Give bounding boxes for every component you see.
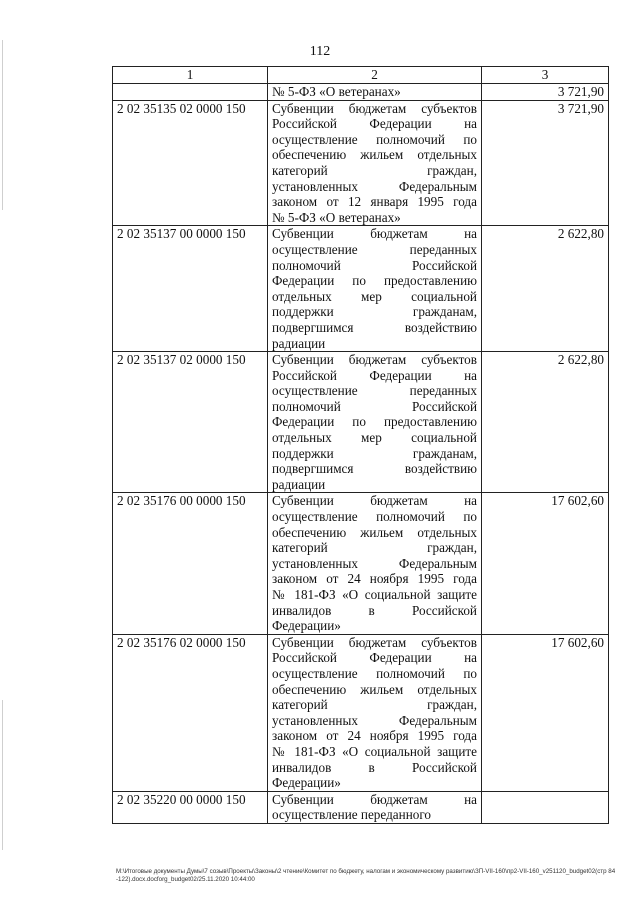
description-line: инвалидов в Российской bbox=[272, 759, 477, 775]
description-cell bbox=[268, 791, 482, 823]
description-line: подвергшимся воздействию bbox=[272, 319, 477, 335]
budget-code-cell bbox=[113, 84, 268, 101]
description-line: законом от 24 ноября 1995 года bbox=[272, 728, 477, 744]
description-line: установленных Федеральным bbox=[272, 712, 477, 728]
budget-table bbox=[112, 66, 609, 824]
description-line: обеспечению жильем отдельных bbox=[272, 681, 477, 697]
description-line: обеспечению жильем отдельных bbox=[272, 147, 477, 163]
description-line: осуществление переданного bbox=[272, 807, 432, 823]
description-line: осуществление переданных bbox=[272, 383, 477, 399]
description-cell bbox=[268, 84, 482, 101]
description-line: категорий граждан, bbox=[272, 697, 477, 713]
amount-cell bbox=[482, 791, 609, 823]
table-row bbox=[113, 493, 609, 634]
description-line: отдельных мер социальной bbox=[272, 288, 477, 304]
description-line: установленных Федеральным bbox=[272, 178, 477, 194]
amount-cell: 2 622,80 bbox=[482, 352, 609, 493]
description-cell bbox=[268, 100, 482, 226]
description-line: поддержки гражданам, bbox=[272, 304, 477, 320]
column-header-3: 3 bbox=[482, 67, 609, 84]
budget-code-cell: 2 02 35135 02 0000 150 bbox=[113, 100, 268, 226]
description-line: осуществление полномочий по bbox=[272, 509, 477, 525]
description-line: радиации bbox=[272, 335, 326, 351]
column-header-1: 1 bbox=[113, 67, 268, 84]
description-line: № 5-ФЗ «О ветеранах» bbox=[272, 209, 401, 225]
table-row bbox=[113, 84, 609, 101]
table-row bbox=[113, 100, 609, 226]
amount-cell: 3 721,90 bbox=[482, 100, 609, 226]
table-row bbox=[113, 352, 609, 493]
description-line: обеспечению жильем отдельных bbox=[272, 524, 477, 540]
table-row bbox=[113, 634, 609, 791]
page-number: 112 bbox=[309, 44, 331, 59]
description-line: Субвенции бюджетам на bbox=[272, 226, 477, 242]
description-line: Федерации по предоставлению bbox=[272, 273, 477, 289]
file-path-footer: M:\Итоговые документы Думы\7 созыв\Проекты\Законы\2 чтение\Комитет по бюджету, налогам и экономическому развитию\ЗП-VII-160\пр2-VII-160_v251120_budget02(стр 84-122).docx.docforg_budget02/25.11.2020 10:44:00 bbox=[116, 868, 616, 883]
description-line: № 181-ФЗ «О социальной защите bbox=[272, 587, 477, 602]
description-line: категорий граждан, bbox=[272, 540, 477, 556]
budget-code-cell: 2 02 35176 02 0000 150 bbox=[113, 634, 268, 791]
budget-code-cell: 2 02 35220 00 0000 150 bbox=[113, 791, 268, 823]
amount-cell: 17 602,60 bbox=[482, 493, 609, 634]
description-line: № 5-ФЗ «О ветеранах» bbox=[272, 84, 401, 99]
description-line: Российской Федерации на bbox=[272, 650, 477, 666]
description-line: Федерации» bbox=[272, 618, 341, 634]
description-line: Субвенции бюджетам на bbox=[272, 791, 477, 807]
description-line: радиации bbox=[272, 476, 326, 492]
description-line: осуществление полномочий по bbox=[272, 665, 477, 681]
amount-cell: 3 721,90 bbox=[482, 84, 609, 101]
left-margin-mark bbox=[2, 700, 3, 850]
left-margin-mark bbox=[2, 40, 3, 210]
description-cell bbox=[268, 226, 482, 352]
description-line: осуществление полномочий по bbox=[272, 131, 477, 147]
description-line: Субвенции бюджетам субъектов bbox=[272, 100, 477, 116]
budget-code-cell: 2 02 35137 02 0000 150 bbox=[113, 352, 268, 493]
description-line: категорий граждан, bbox=[272, 162, 477, 178]
description-line: полномочий Российской bbox=[272, 398, 477, 414]
description-line: Российской Федерации на bbox=[272, 116, 477, 132]
table-row bbox=[113, 791, 609, 823]
description-cell bbox=[268, 493, 482, 634]
column-header-2: 2 bbox=[268, 67, 482, 84]
description-line: осуществление переданных bbox=[272, 241, 477, 257]
description-line: Российской Федерации на bbox=[272, 367, 477, 383]
budget-code-cell: 2 02 35137 00 0000 150 bbox=[113, 226, 268, 352]
description-line: Федерации по предоставлению bbox=[272, 414, 477, 430]
description-line: Субвенции бюджетам субъектов bbox=[272, 634, 477, 650]
description-line: инвалидов в Российской bbox=[272, 602, 477, 618]
description-line: Субвенции бюджетам на bbox=[272, 493, 477, 509]
description-line: Субвенции бюджетам субъектов bbox=[272, 352, 477, 368]
amount-cell: 2 622,80 bbox=[482, 226, 609, 352]
description-line: установленных Федеральным bbox=[272, 555, 477, 571]
description-line: отдельных мер социальной bbox=[272, 430, 477, 446]
description-cell bbox=[268, 634, 482, 791]
description-line: полномочий Российской bbox=[272, 257, 477, 273]
description-line: подвергшимся воздействию bbox=[272, 461, 477, 477]
table-row bbox=[113, 226, 609, 352]
description-cell bbox=[268, 352, 482, 493]
amount-cell: 17 602,60 bbox=[482, 634, 609, 791]
table-header-row bbox=[113, 67, 609, 84]
description-line: поддержки гражданам, bbox=[272, 445, 477, 461]
description-line: законом от 12 января 1995 года bbox=[272, 194, 477, 210]
description-line: Федерации» bbox=[272, 775, 341, 791]
description-line: законом от 24 ноября 1995 года bbox=[272, 571, 477, 587]
description-line: № 181-ФЗ «О социальной защите bbox=[272, 743, 477, 759]
budget-code-cell: 2 02 35176 00 0000 150 bbox=[113, 493, 268, 634]
